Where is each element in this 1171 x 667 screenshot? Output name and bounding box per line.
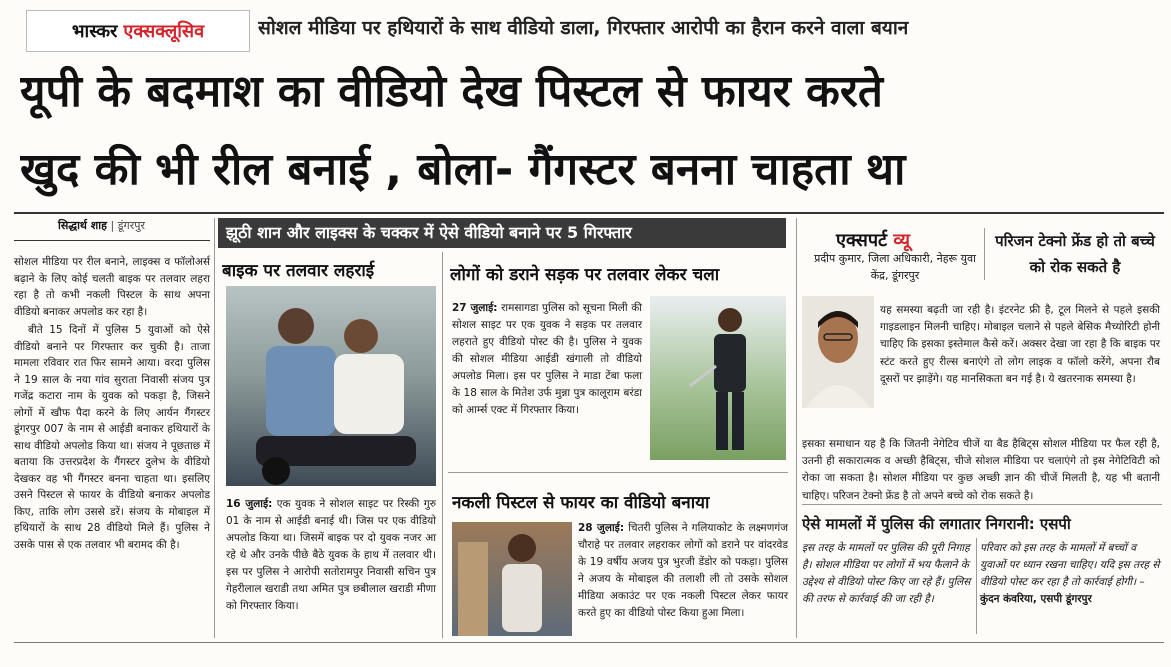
story-divider <box>448 472 788 473</box>
main-story-para-2: बीते 15 दिनों में पुलिस 5 युवाओं को ऐसे वीडियो बनाने पर गिरफ्तार कर चुकी है। ताजा मामला रविवार रात फिर सामने आया। वरदा पुलिस ने 19 साल के नया गांव सुराता निवासी संजय पुत्र गजेंद्र कटारा नाम के युवक को पकड़ा है, जिसने लोगों में खौफ पैदा करने के लिए आर्यन गैंगस्टर डूंगरपुर 007 के नाम से आईडी बनाकर हथियारों के साथ वीडियो अपलोड किया था। संजय ने पूछताछ में बताया कि उत्तरप्रदेश के गैंगस्टर दुलेभ के वीडियो देखकर वह भी गैंगस्टर बनना चाहता था। इसलिए उसने पिस्टल से फायर के वीडियो बनाकर अपलोड किए, ताकि लोग उससे डरें। संजय के मोबाइल में हथियारों के साथ 28 वीडियो मिले हैं। पुलिस ने उसके पास से एक तलवार भी बरामद की है। <box>14 324 210 551</box>
pull-quote: परिजन टेक्नो फ्रेंड हो तो बच्चे को रोक सकते है <box>984 228 1165 280</box>
reporter-place: डूंगरपुर <box>117 219 145 232</box>
sp-text-2: परिवार को इस तरह के मामलों में बच्चों व युवाओं पर ध्यान रखना चाहिए। यदि इस तरह से वीडियो पोस्ट कर रहा है तो कार्रवाई होगी। – <box>980 542 1160 588</box>
brand-exclusive-tag: एक्सक्लूसिव <box>123 21 205 42</box>
main-story-para-1: सोशल मीडिया पर रील बनाने, लाइक्स व फॉलोअर्स बढ़ाने के लिए कोई चलती बाइक पर तलवार लहरा रहा है तो कभी नकली पिस्टल के साथ अपना वीडियो बनाकर अपलोड कर रहा है। <box>14 256 210 318</box>
story-1-text: एक युवक ने सोशल साइट पर रिस्की गुरु 01 के नाम से आईडी बनाई थी। जिस पर एक वीडियो अपलोड किया था। जिसमें बाइक पर दो युवक नजर आ रहे थे और उनके पीछे बैठे युवक के हाथ में तलवार थी। इस पर पुलिस ने आरोपी सतोरामपुर निवासी सचिन पुत्र गेहरीलाल खराडी तथा अमित पुत्र छबीलाल खराडी मीणा को गिरफ्तार किया। <box>226 498 436 612</box>
reporter-name: सिद्धार्थ शाह <box>58 219 107 232</box>
section-logo <box>26 10 250 52</box>
column-divider-3 <box>796 218 797 638</box>
story-3-photo <box>452 522 572 636</box>
story-1-body <box>226 496 436 615</box>
byline: सिद्धार्थ शाह | डूंगरपुर <box>58 219 145 232</box>
story-1-heading: बाइक पर तलवार लहराई <box>222 261 375 281</box>
man-with-sword-image <box>650 296 786 460</box>
sp-divider <box>976 538 977 634</box>
sp-text-2-block <box>980 540 1160 608</box>
brand-name: भास्कर <box>71 21 118 42</box>
sp-signature: कुंदन कंवरिया, एसपी डूंगरपुर <box>980 593 1092 605</box>
story-2-photo <box>650 296 786 460</box>
main-headline-line-2: खुद की भी रील बनाई , बोला- गैंगस्टर बनना चाहता था <box>20 144 906 195</box>
section-banner: झूठी शान और लाइक्स के चक्कर में ऐसे वीडियो बनाने पर 5 गिरफ्तार <box>218 218 786 248</box>
expert-divider <box>802 504 1162 505</box>
byline-divider <box>14 240 210 241</box>
story-1-date: 16 जुलाई: <box>226 498 273 510</box>
story-1-photo <box>226 286 436 486</box>
story-3-text: चितरी पुलिस ने गलियाकोट के लक्ष्मणगंज चौराहे पर तलवार लहराकर लोगों को डराने पर वांदरवेड के 19 वर्षीय अजय पुत्र भुरजी डेंडोर को पकड़ा। पुलिस ने अजय के मोबाइल की तलाशी ली तो उसके सोशल मीडिया अकाउंट पर एक नकली पिस्टल लेकर फायर करते हुए का वीडियो पोस्ट किया हुआ मिला। <box>578 522 788 619</box>
story-2-body <box>452 300 642 419</box>
story-3-heading: नकली पिस्टल से फायर का वीडियो बनाया <box>452 493 710 513</box>
expert-logo-tag: व्यू <box>893 230 911 251</box>
expert-text-2: इसका समाधान यह है कि जितनी नेगेटिव चीजें या बैड हैबिट्स सोशल मीडिया पर फैल रही है, उतनी ही सकारात्मक व अच्छी हैबिट्स, चीजे सोशल मीडिया पर चलाएंगे तो इस नेगेटिविटी को रोका जा सकता है। सोशल मीडिया पर कुछ अच्छी ज्ञान की चीजें मिलती है, यह भी बतानी चाहिए। परिजन टेक्नो फ्रेंड है तो अपने बच्चे को रोक सकते है। <box>802 438 1160 502</box>
bike-riders-image <box>226 286 436 486</box>
bottom-rule <box>14 642 1164 643</box>
column-divider-1 <box>214 218 215 638</box>
arrested-youth-image <box>452 522 572 636</box>
expert-photo <box>802 296 874 408</box>
expert-name: प्रदीप कुमार, जिला अधिकारी, नेहरू युवा केंद्र, डूंगरपुर <box>814 252 976 282</box>
headline-divider <box>14 212 1164 214</box>
expert-text-1: यह समस्या बढ़ती जा रही है। इंटरनेट फ्री है, टूल मिलने से पहले इसकी गाइडलाइन मिलनी चाहिए। मोबाइल चलाने से पहले बेसिक मैच्योरिटी होनी चाहिए कि इसका इस्तेमाल कैसे करें। अक्सर देखा जा रहा है कि बाइक पर स्टंट करते हुए रील्स बनाएंगे तो लोग लाइक व फॉलो करेंगे, अपना रौब दूसरों पर झाड़ेंगे। यह मानसिकता बन गई है। ये खतरनाक समस्या है। <box>880 304 1160 385</box>
sp-text-1: इस तरह के मामलों पर पुलिस की पूरी निगाह है। सोशल मीडिया पर लोगों में भय फैलाने के उद्देश्य से वीडियो पोस्ट किए जा रहे हैं। पुलिस की तरफ से कार्रवाई की जा रही है। <box>802 542 971 605</box>
sp-heading: ऐसे मामलों में पुलिस की लगातार निगरानी: एसपी <box>802 515 1071 533</box>
main-story-column <box>14 254 210 555</box>
expert-logo-main: एक्सपर्ट <box>836 230 888 251</box>
column-divider-2 <box>442 252 443 638</box>
story-2-heading: लोगों को डराने सड़क पर तलवार लेकर चला <box>450 265 720 285</box>
main-headline-line-1: यूपी के बदमाश का वीडियो देख पिस्टल से फायर करते <box>20 66 883 117</box>
expert-portrait-image <box>802 296 874 408</box>
kicker-headline: सोशल मीडिया पर हथियारों के साथ वीडियो डाला, गिरफ्तार आरोपी का हैरान करने वाला बयान <box>258 17 909 39</box>
story-3-body <box>578 520 788 622</box>
story-3-date: 28 जुलाई: <box>578 522 625 534</box>
expert-view-logo <box>836 228 910 252</box>
story-2-date: 27 जुलाई: <box>452 302 498 314</box>
story-2-text: रामसागडा पुलिस को सूचना मिली की सोशल साइट पर एक युवक ने सड़क पर तलवार लहराते हुए वीडियो पोस्ट की है। पुलिस ने युवक की सोशल मीडिया आईडी खंगाली तो वीडियो अपलोड मिला। इस पर पुलिस ने माडा टेंबा फला के 18 साल के मितेश उर्फ मुन्ना पुत्र कालूराम बरंडा को आर्म्स एक्ट में गिरफ्तार किया। <box>452 302 642 416</box>
